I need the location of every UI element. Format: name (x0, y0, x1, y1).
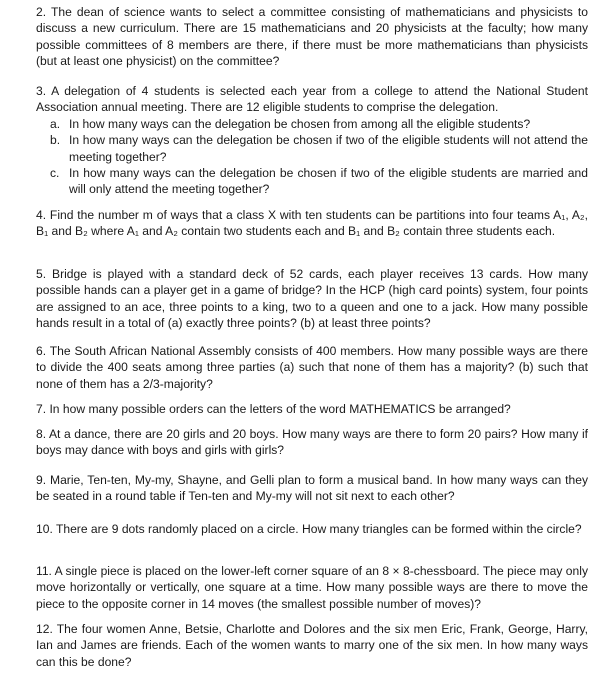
question-part-a (50, 116, 588, 132)
question-4 (36, 207, 588, 240)
question-7 (36, 401, 588, 417)
question-text: 5. Bridge is played with a standard deck of 52 cards, each player receives 13 cards. How many possible hands can a player get in a game of bridge? In the HCP (high card points) system, four points are assigned to an ace, three points to a king, two to a queen and one to a jack. How many possible hands result in a total of (a) exactly three points? (b) at least three points? (36, 267, 588, 331)
question-text: 4. Find the number m of ways that a class X with ten students can be partitions into four teams A₁, A₂, B₁ and B₂ where A₁ and A₂ contain two students each and B₁ and B₂ contain three students each. (36, 208, 588, 239)
question-text: 9. Marie, Ten-ten, My-my, Shayne, and Gelli plan to form a musical band. In how many ways can they be seated in a round table if Ten-ten and My-my will not sit next to each other? (36, 473, 588, 504)
question-text: 8. At a dance, there are 20 girls and 20 boys. How many ways are there to form 20 pairs? How many if boys may dance with boys and girls with girls? (36, 427, 588, 458)
part-text: In how many ways can the delegation be chosen if two of the eligible students will not attend the meeting together? (69, 133, 588, 164)
question-5 (36, 266, 588, 332)
question-9 (36, 472, 588, 505)
part-label: b. (50, 133, 61, 148)
question-2 (36, 4, 588, 70)
question-6 (36, 343, 588, 392)
question-11 (36, 563, 588, 612)
question-10 (36, 521, 588, 537)
question-part-b (50, 132, 588, 165)
question-12 (36, 621, 588, 670)
part-label: a. (50, 116, 61, 131)
question-text: 6. The South African National Assembly consists of 400 members. How many possible ways are there to divide the 400 seats among three parties (a) such that none of them has a majority? (b) such that none of them has a 2/3-majority? (36, 344, 588, 391)
question-text: 2. The dean of science wants to select a committee consisting of mathematicians and physicists to discuss a new curriculum. There are 15 mathematicians and 20 physicists at the faculty; how many possible committees of 8 members are there, if there must be more mathematicians than physicists (but at least one physicist) on the committee? (36, 5, 588, 69)
question-text: 3. A delegation of 4 students is selected each year from a college to attend the National Student Association annual meeting. There are 12 eligible students to comprise the delegation. (36, 84, 588, 115)
part-text: In how many ways can the delegation be chosen from among all the eligible students? (69, 116, 531, 131)
question-3 (36, 83, 588, 198)
question-8 (36, 426, 588, 459)
part-text: In how many ways can the delegation be chosen if two of the eligible students are married and will only attend the meeting together? (69, 166, 588, 197)
question-text: 11. A single piece is placed on the lower-left corner square of an 8 × 8-chessboard. The piece may only move horizontally or vertically, one square at a time. How many possible ways are there to move the piece to the opposite corner in 14 moves (the smallest possible number of moves)? (36, 564, 588, 611)
part-label: c. (50, 166, 60, 181)
question-text: 7. In how many possible orders can the letters of the word MATHEMATICS be arranged? (36, 402, 511, 416)
question-text: 12. The four women Anne, Betsie, Charlotte and Dolores and the six men Eric, Frank, George, Harry, Ian and James are friends. Each of the women wants to marry one of the six men. In how many ways can this be done? (36, 622, 588, 669)
question-text: 10. There are 9 dots randomly placed on a circle. How many triangles can be formed within the circle? (36, 522, 582, 536)
question-part-c (50, 165, 588, 198)
